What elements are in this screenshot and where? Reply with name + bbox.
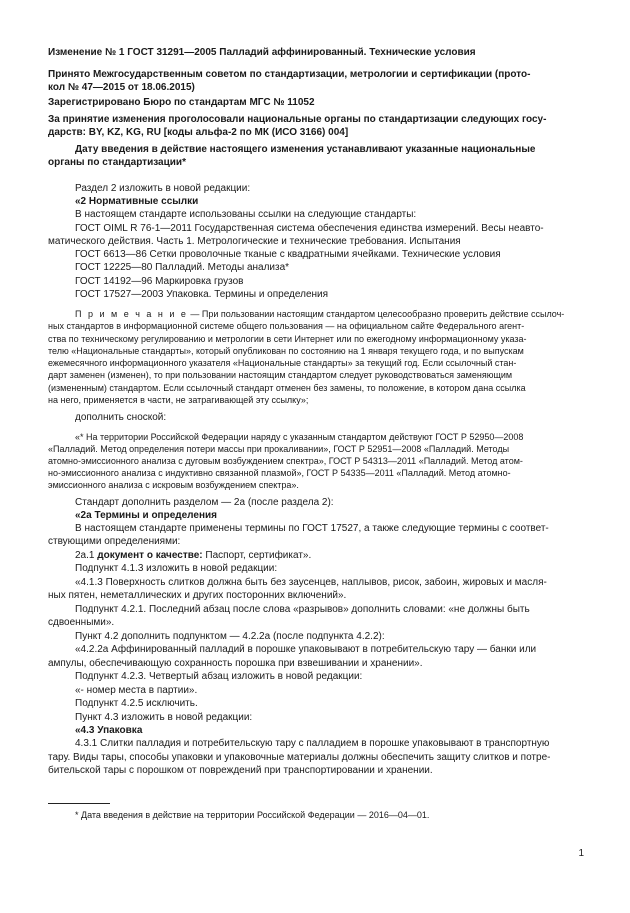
section2a-heading: «2а Термины и определения bbox=[75, 510, 217, 521]
term-2a1 bbox=[48, 549, 584, 562]
p43-heading: «4.3 Упаковка bbox=[75, 725, 143, 736]
terms-line-1: В настоящем стандарте применены термины по ГОСТ 17527, а также следующие термины с соответ- bbox=[75, 523, 549, 534]
p422a-line-1: «4.2.2а Аффинированный палладий в порошке упаковывают в потребительскую тару — банки или bbox=[75, 644, 537, 655]
p421-line-2: сдвоенными». bbox=[48, 617, 115, 628]
registered-line: Зарегистрировано Бюро по стандартам МГС № 11052 bbox=[48, 97, 315, 108]
amendment-title: Изменение № 1 ГОСТ 31291—2005 Палладий аффинированный. Технические условия bbox=[48, 47, 476, 58]
note-line-8: на него, применяется в части, не затрагивающей эту ссылку»; bbox=[48, 395, 309, 405]
ref-gost-14192: ГОСТ 14192—96 Маркировка грузов bbox=[75, 276, 244, 287]
p423-text: «- номер места в партии». bbox=[75, 685, 198, 696]
voted-line-1: За принятие изменения проголосовали национальные органы по стандартизации следующих госу- bbox=[48, 114, 547, 125]
inserted-footnote-line-5: эмиссионного анализа с искровым возбуждением спектра». bbox=[48, 480, 299, 490]
ref-oiml-line-1: ГОСТ OIML R 76-1—2011 Государственная система обеспечения единства измерений. Весы неавто- bbox=[75, 223, 544, 234]
p423-instruction: Подпункт 4.2.3. Четвертый абзац изложить в новой редакции: bbox=[75, 671, 363, 682]
footnote-divider bbox=[48, 803, 110, 804]
p422a-line-2: ампулы, обеспечивающую сохранность порошка при взвешивании и хранении». bbox=[48, 658, 423, 669]
p431-line-3: бительской тары с порошком от повреждений при транспортировании и хранении. bbox=[48, 765, 433, 776]
add-section2a-instruction: Стандарт дополнить разделом — 2а (после раздела 2): bbox=[75, 497, 334, 508]
section2-heading: «2 Нормативные ссылки bbox=[75, 196, 199, 207]
ref-gost-17527: ГОСТ 17527—2003 Упаковка. Термины и определения bbox=[75, 289, 329, 300]
note-line-7: (измененным) стандартом. Если ссылочный стандарт отменен без замены, то положение, в котором дана ссылка bbox=[48, 383, 526, 393]
inserted-footnote-line-1: «* На территории Российской Федерации наряду с указанным стандартом действуют ГОСТ Р 52950—2008 bbox=[75, 432, 524, 442]
p431-line-2: тару. Виды тары, способы упаковки и упаковочные материалы должны обеспечить защиту слитков и потре- bbox=[48, 752, 551, 763]
refs-intro: В настоящем стандарте использованы ссылки на следующие стандарты: bbox=[75, 209, 417, 220]
p425-instruction: Подпункт 4.2.5 исключить. bbox=[75, 698, 198, 709]
note-line-1 bbox=[48, 308, 584, 320]
ref-gost-6613: ГОСТ 6613—86 Сетки проволочные тканые с квадратными ячейками. Технические условия bbox=[75, 249, 501, 260]
p43-instruction: Пункт 4.3 изложить в новой редакции: bbox=[75, 712, 253, 723]
inserted-footnote-line-4: но-эмиссионного анализа с индуктивно связанной плазмой», ГОСТ Р 54335—2011 «Палладий. Метод атомно- bbox=[48, 468, 511, 478]
term-name: документ о качестве: bbox=[97, 550, 203, 561]
note-line-6: дарт заменен (изменен), то при пользовании настоящим стандартом следует руководствоваться заменяющим bbox=[48, 370, 513, 380]
p413-instruction: Подпункт 4.1.3 изложить в новой редакции: bbox=[75, 563, 278, 574]
p413-line-2: ных пятен, неметаллических и других посторонних включений». bbox=[48, 590, 347, 601]
ref-oiml-line-2: матического действия. Часть 1. Метрологические и технические требования. Испытания bbox=[48, 236, 461, 247]
effective-date-line-1: Дату введения в действие настоящего изменения устанавливают указанные национальные bbox=[75, 144, 536, 155]
note-line-4: телю «Национальные стандарты», который опубликован по состоянию на 1 января текущего года, и по выпускам bbox=[48, 346, 524, 356]
note-label: П р и м е ч а н и е bbox=[75, 309, 188, 319]
add-footnote-instruction: дополнить сноской: bbox=[75, 412, 167, 423]
inserted-footnote-line-2: «Палладий. Метод определения потери массы при прокаливании», ГОСТ Р 52951—2008 «Палладий. Методы bbox=[48, 444, 510, 454]
inserted-footnote-line-3: атомно-эмиссионного анализа с дуговым возбуждением спектра», ГОСТ Р 54313—2011 «Палладий. Метод атом- bbox=[48, 456, 523, 466]
p42-instruction: Пункт 4.2 дополнить подпунктом — 4.2.2а (после подпункта 4.2.2): bbox=[75, 631, 385, 642]
note-line-3: ства по техническому регулированию и метрологии в сети Интернет или по ежегодному информационному указа- bbox=[48, 334, 527, 344]
p431-line-1: 4.3.1 Слитки палладия и потребительскую тару с палладием в порошке упаковывают в транспортную bbox=[75, 738, 550, 749]
p413-line-1: «4.1.3 Поверхность слитков должна быть без заусенцев, наплывов, рисок, забоин, жировых и масля- bbox=[75, 577, 547, 588]
note-line-5: ежемесячного информационного указателя «Национальные стандарты» за текущий год. Если ссылочный стан- bbox=[48, 358, 517, 368]
effective-date-line-2: органы по стандартизации* bbox=[48, 157, 186, 168]
p421-line-1: Подпункт 4.2.1. Последний абзац после слова «разрывов» дополнить словами: «не должны быть bbox=[75, 604, 530, 615]
note-text-1: — При пользовании настоящим стандартом целесообразно проверить действие ссылоч- bbox=[187, 309, 565, 319]
adopted-line-2: кол № 47—2015 от 18.06.2015) bbox=[48, 82, 195, 93]
adopted-line-1: Принято Межгосударственным советом по стандартизации, метрологии и сертификации (прото- bbox=[48, 69, 531, 80]
voted-line-2: дарств: BY, KZ, KG, RU [коды альфа-2 по МК (ИСО 3166) 004] bbox=[48, 127, 349, 138]
note-line-2: ных стандартов в информационной системе общего пользования — на официальном сайте Федерального агент- bbox=[48, 321, 525, 331]
page-footnote: * Дата введения в действие на территории Российской Федерации — 2016—04—01. bbox=[75, 810, 430, 820]
term-definition: Паспорт, сертификат». bbox=[202, 550, 312, 561]
section2-intro: Раздел 2 изложить в новой редакции: bbox=[75, 183, 251, 194]
term-number: 2а.1 bbox=[75, 550, 98, 561]
terms-line-2: ствующими определениями: bbox=[48, 536, 181, 547]
page-number: 1 bbox=[578, 848, 584, 859]
ref-gost-12225: ГОСТ 12225—80 Палладий. Методы анализа* bbox=[75, 262, 290, 273]
